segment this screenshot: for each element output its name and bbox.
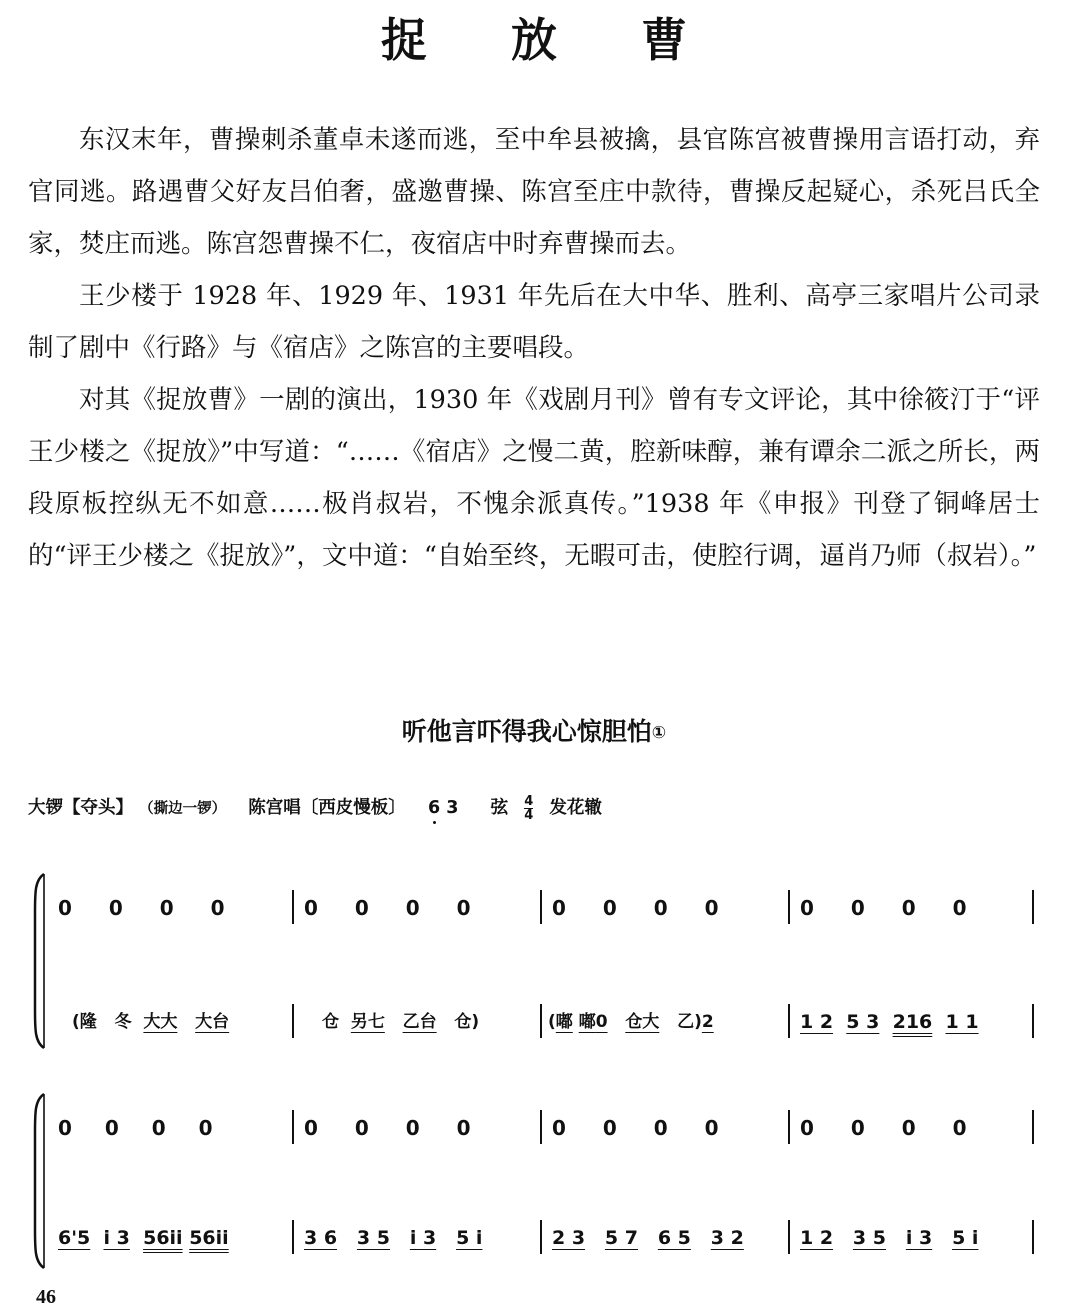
vocal-rest-measure: 0 0 0 0 — [552, 1116, 719, 1140]
vocal-rest-measure: 0 0 0 0 — [800, 896, 967, 920]
percussion-measure-3: (嘟 嘟0 仓大 乙)2 — [548, 1012, 714, 1032]
percussion-measure-2: 仓 另七 乙台 仓) — [322, 1012, 480, 1032]
barline — [540, 890, 542, 924]
barline — [788, 1110, 790, 1144]
vocal-rest-measure: 0 0 0 0 — [58, 896, 225, 920]
song-title-line — [0, 712, 1068, 753]
melody-measure-4: 1 2 3 5 i 3 5 i — [800, 1227, 979, 1249]
barline — [1032, 1110, 1034, 1144]
vocal-rest-measure: 0 0 0 0 — [552, 896, 719, 920]
barline — [292, 1220, 294, 1254]
time-signature — [524, 795, 533, 822]
barline — [1032, 1004, 1034, 1038]
vocal-rest-measure: 0 0 0 0 — [800, 1116, 967, 1140]
paragraph-reviews: 对其《捉放曹》一剧的演出，1930 年《戏剧月刊》曾有专文评论，其中徐筱汀于“评王少楼之《捉放》”中写道：“……《宿店》之慢二黄，腔新味醇，兼有谭余二派之所长，两段原板控纵无不如意……极肖叔岩，不愧余派真传。”1938 年《申报》刊登了铜峰居士的“评王少楼之《捉放》”，文中道：“自始至终，无暇可击，使腔行调，逼肖乃师（叔岩）。” — [28, 385, 1040, 571]
intro-percussion: 大锣【夺头】 — [28, 798, 133, 818]
page-number: 46 — [36, 1286, 56, 1308]
intro-note: （撕边一锣） — [139, 801, 227, 817]
footnote-mark: ① — [651, 723, 667, 743]
melody-measure-2: 3 6 3 5 i 3 5 i — [304, 1227, 483, 1249]
key-note: 3 — [446, 798, 459, 818]
score-system-2 — [32, 1092, 1040, 1270]
barline — [540, 1004, 542, 1038]
rhyme-category: 发花辙 — [549, 798, 602, 818]
barline — [1032, 1220, 1034, 1254]
barline — [1032, 890, 1034, 924]
instrument: 弦 — [490, 798, 509, 818]
vocal-rest-measure: 0 0 0 0 — [304, 896, 471, 920]
barline — [292, 1110, 294, 1144]
performance-instructions — [28, 790, 1028, 827]
system-brace — [32, 872, 46, 1050]
time-sig-top: 4 — [524, 793, 534, 809]
key-note-low: 6 — [428, 790, 440, 826]
song-title: 听他言吓得我心惊胆怕 — [401, 717, 652, 746]
barline — [788, 890, 790, 924]
barline — [292, 1004, 294, 1038]
vocal-rest-measure: 0 0 0 0 — [304, 1116, 471, 1140]
barline — [292, 890, 294, 924]
barline — [788, 1004, 790, 1038]
time-sig-bottom: 4 — [524, 807, 534, 823]
barline — [788, 1220, 790, 1254]
barline — [540, 1220, 542, 1254]
barline — [540, 1110, 542, 1144]
melody-measure-3: 2 3 5 7 6 5 3 2 — [552, 1227, 744, 1249]
percussion-measure-1: (隆 冬 大大 大台 — [72, 1012, 230, 1032]
melody-measure-4: 1 2 5 3 216 1 1 — [800, 1011, 979, 1033]
paragraph-synopsis: 东汉末年，曹操刺杀董卓未遂而逃，至中牟县被擒，县官陈宫被曹操用言语打动，弃官同逃。路遇曹父好友吕伯奢，盛邀曹操、陈宫至庄中款待，曹操反起疑心，杀死吕氏全家，焚庄而逃。陈宫怨曹操不仁，夜宿店中时弃曹操而去。 — [28, 125, 1040, 259]
paragraph-recordings: 王少楼于 1928 年、1929 年、1931 年先后在大中华、胜利、高亭三家唱片公司录制了剧中《行路》与《宿店》之陈宫的主要唱段。 — [28, 281, 1040, 363]
vocal-rest-measure: 0 0 0 0 — [58, 1116, 213, 1140]
singer-mode: 陈宫唱〔西皮慢板〕 — [248, 798, 406, 818]
system-brace — [32, 1092, 46, 1270]
melody-measure-1: 6'5 i 3 56ii 56ii — [58, 1227, 229, 1249]
score-system-1 — [32, 872, 1040, 1050]
document-title: 捉 放 曹 — [380, 13, 722, 67]
